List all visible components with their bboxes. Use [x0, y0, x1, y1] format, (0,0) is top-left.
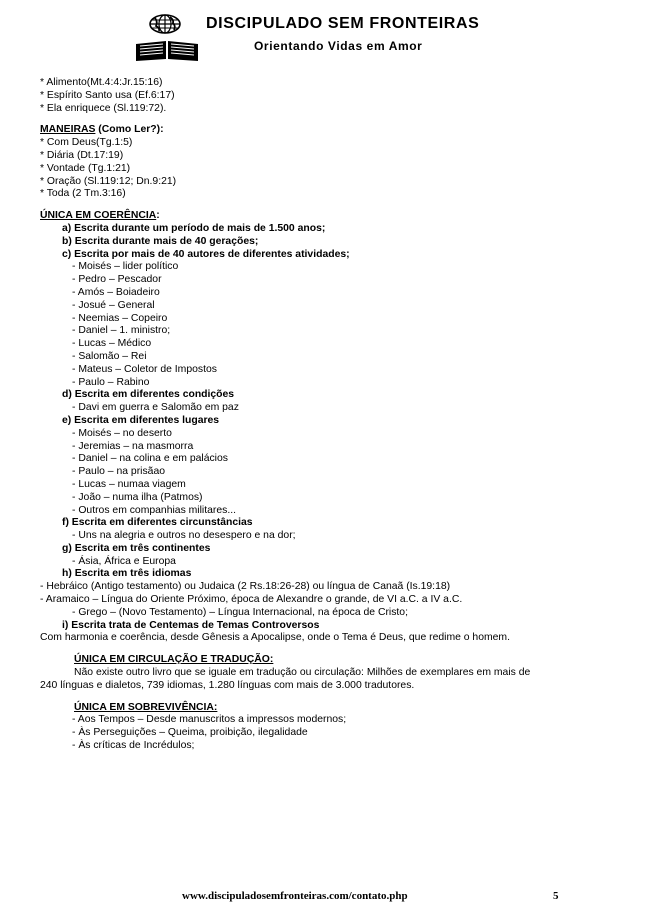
subheading: i) Escrita trata de Centemas de Temas Controversos — [62, 619, 320, 631]
heading-text: ÚNICA EM COERÊNCIA — [40, 210, 157, 222]
list-item: - Paulo – Rabino — [72, 376, 150, 388]
footer-url: www.discipuladosemfronteiras.com/contato.php — [182, 890, 408, 902]
list-item: - Pedro – Pescador — [72, 274, 162, 286]
list-item: - Às críticas de Incrédulos; — [72, 740, 195, 752]
list-item: * Espírito Santo usa (Ef.6:17) — [40, 89, 175, 101]
list-item: - Às Perseguições – Queima, proibição, ilegalidade — [72, 727, 308, 739]
list-item: - Josué – General — [72, 299, 155, 311]
list-item: - Daniel – 1. ministro; — [72, 325, 171, 337]
section-heading-maneiras — [40, 124, 620, 137]
list-item: * Vontade (Tg.1:21) — [40, 162, 131, 174]
list-item: - Moisés – no deserto — [72, 427, 172, 439]
heading-suffix: (Como Ler?): — [95, 124, 164, 136]
section-heading-sobrevivencia: ÚNICA EM SOBREVIVÊNCIA: — [74, 701, 218, 713]
section-heading-coerencia — [40, 210, 620, 223]
list-item: * Ela enriquece (Sl.119:72). — [40, 102, 167, 114]
subheading: b) Escrita durante mais de 40 gerações; — [62, 235, 259, 247]
list-item: - Salomão – Rei — [72, 350, 147, 362]
list-item: - Grego – (Novo Testamento) – Língua Internacional, na época de Cristo; — [72, 606, 408, 618]
list-item: * Alimento(Mt.4:4:Jr.15:16) — [40, 77, 163, 88]
subheading: h) Escrita em três idiomas — [62, 568, 192, 580]
list-item: * Com Deus(Tg.1:5) — [40, 137, 133, 149]
paragraph-line: Não existe outro livro que se iguale em tradução ou circulação: Milhões de exemplares em mais de — [74, 667, 531, 679]
open-book-icon — [134, 38, 200, 62]
list-item: - Amós – Boiadeiro — [72, 286, 160, 298]
list-item: - Jeremias – na masmorra — [72, 440, 194, 452]
list-item: - Paulo – na prisãao — [72, 466, 165, 478]
list-item: - Lucas – Médico — [72, 338, 152, 350]
subheading: c) Escrita por mais de 40 autores de diferentes atividades; — [62, 248, 350, 260]
list-item: * Oração (Sl.119:12; Dn.9:21) — [40, 175, 177, 187]
list-item: * Toda (2 Tm.3:16) — [40, 188, 126, 200]
paragraph-line: 240 línguas e dialetos, 739 idiomas, 1.280 línguas com mais de 3.000 tradutores. — [40, 679, 415, 691]
list-item: - Mateus – Coletor de Impostos — [72, 363, 217, 375]
list-item: - Aos Tempos – Desde manuscritos a impressos modernos; — [72, 714, 347, 726]
paragraph: Com harmonia e coerência, desde Gênesis a Apocalipse, onde o Tema é Deus, que redime o homem. — [40, 632, 510, 644]
page-header — [0, 12, 650, 62]
subheading: d) Escrita em diferentes condições — [62, 389, 235, 401]
list-item: - Lucas – numaa viagem — [72, 478, 186, 490]
heading-text: MANEIRAS — [40, 124, 96, 136]
list-item: - Uns na alegria e outros no desespero e na dor; — [72, 530, 296, 542]
globe-icon — [148, 14, 182, 34]
subheading: f) Escrita em diferentes circunstâncias — [62, 517, 253, 529]
section-heading-circulacao: ÚNICA EM CIRCULAÇÃO E TRADUÇÃO: — [74, 654, 274, 666]
list-item: - Aramaico – Língua do Oriente Próximo, época de Alexandre o grande, de VI a.C. a IV a.C. — [40, 594, 463, 606]
list-item: - Neemias – Copeiro — [72, 312, 168, 324]
list-item: - João – numa ilha (Patmos) — [72, 491, 203, 503]
list-item: - Outros em companhias militares... — [72, 504, 236, 516]
page-number: 5 — [553, 890, 559, 902]
subheading: e) Escrita em diferentes lugares — [62, 414, 220, 426]
list-item: - Moisés – lider político — [72, 261, 179, 273]
heading-suffix: : — [156, 210, 160, 222]
list-item: - Daniel – na colina e em palácios — [72, 453, 228, 465]
subheading: a) Escrita durante um período de mais de 1.500 anos; — [62, 222, 326, 234]
list-item: - Hebráico (Antigo testamento) ou Judaica (2 Rs.18:26-28) ou língua de Canaã (Is.19:18) — [40, 581, 451, 593]
page-content — [40, 77, 620, 753]
subheading: g) Escrita em três continentes — [62, 542, 211, 554]
site-subtitle: Orientando Vidas em Amor — [254, 39, 423, 53]
site-title: DISCIPULADO SEM FRONTEIRAS — [206, 15, 480, 32]
list-item: * Diária (Dt.17:19) — [40, 149, 124, 161]
list-item: - Davi em guerra e Salomão em paz — [72, 402, 239, 414]
list-item: - Ásia, África e Europa — [72, 555, 176, 567]
